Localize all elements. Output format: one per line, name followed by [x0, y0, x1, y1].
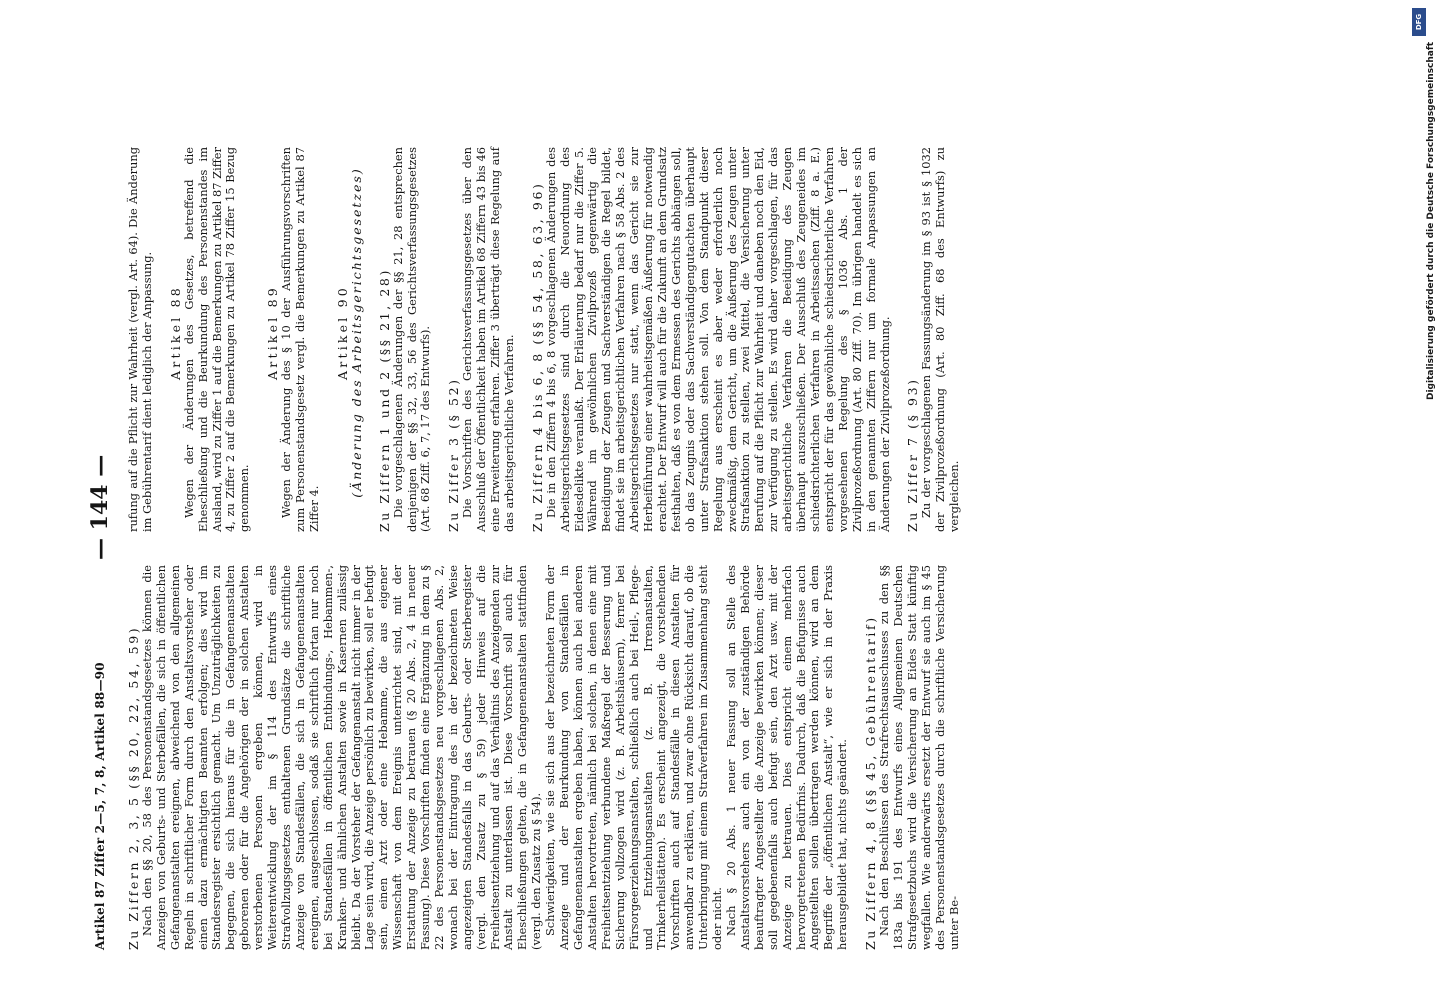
- section-heading: Zu Ziffern 4, 8 (§§ 45, Gebührentarif): [863, 615, 879, 950]
- running-head-title: Artikel 87 Ziffer 2—5, 7, 8, Artikel 88—90: [93, 662, 107, 950]
- article-heading: Artikel 90: [334, 285, 350, 380]
- running-head: [87, 30, 117, 950]
- paragraph: Die in den Ziffern 4 bis 6, 8 vorgeschlagenen Änderungen des Arbeitsgerichtsgesetzes sind durch die Neuordnung des Eidesdelikte veranlaßt. Der Erläuterung bedarf nur die Ziffer 5. Während im gewöhnlichen Zivilprozeß gegenwärtig die Beeidigung der Zeugen und Sachverständigen die Regel bildet, findet sie im arbeitsgerichtlichen Verfahren nach § 58 Abs. 2 des Arbeitsgerichtsgesetzes nur statt, wenn das Gericht sie zur Herbeiführung einer wahrheitsgemäßen Äußerung für notwendig erachtet. Der Entwurf will auch für die Zukunft an dem Grundsatz festhalten, daß es von dem Ermessen des Gerichts abhängen soll, ob das Zeugnis oder das Sachverständigengutachten überhaupt unter Strafsanktion stehen soll. Von dem Standpunkt dieser Regelung aus erscheint es aber weder erforderlich noch zweckmäßig, dem Gericht, um die Äußerung des Zeugen unter Strafsanktion zu stellen, zwei Mittel, die Versicherung unter Berufung auf die Pflicht zur Wahrheit und daneben noch den Eid, zur Verfügung zu stellen. Es wird daher vorgeschlagen, für das arbeitsgerichtliche Verfahren die Beeidigung des Zeugen überhaupt auszuschließen. Der Ausschluß des Zeugeneides im schiedsrichterlichen Verfahren in Arbeitssachen (Ziff. 8 a. E.) entspricht der für das gewöhnliche schiedsrichterliche Verfahren vorgesehenen Regelung des § 1036 Abs. 1 der Zivilprozeßordnung (Art. 80 Ziff. 70). Im übrigen handelt es sich in den genannten Ziffern nur um formale Anpassungen an Änderungen der Zivilprozeßordnung.: [543, 147, 892, 532]
- section-heading: Zu Ziffern 1 und 2 (§§ 21, 28): [376, 268, 392, 532]
- rotated-page-content: [85, 30, 1315, 950]
- paragraph: Nach den §§ 20, 58 des Personenstandsgesetzes können die Anzeigen von Geburts- und Sterbefällen, die sich in öffentlichen Gefangenanstalten ereignen, abweichend von den allgemeinen Regeln in schriftlicher Form durch den Anstaltsvorsteher oder einen dazu ermächtigten Beamten erfolgen; dies wird im Standesregister ersichtlich gemacht. Um Unzuträglichkeiten zu begegnen, die sich hieraus für die in Gefangenenanstalten geborenen oder für die Angehörigen der in solchen Anstalten verstorbenen Personen ergeben können, wird in Weiterentwicklung der im § 114 des Entwurfs eines Strafvollzugsgesetzes enthaltenen Grundsätze die schriftliche Anzeige von Standesfällen, die sich in Gefangenenanstalten ereignen, ausgeschlossen, sodaß sie schriftlich fortan nur noch bei Standesfällen in öffentlichen Entbindungs-, Hebammen-, Kranken- und ähnlichen Anstalten sowie in Kasernen zulässig bleibt. Da der Vorsteher der Gefangenanstalt nicht immer in der Lage sein wird, die Anzeige persönlich zu bewirken, soll er befugt sein, einen Arzt oder eine Hebamme, die aus eigener Wissenschaft von dem Ereignis unterrichtet sind, mit der Erstattung der Anzeige zu betrauen (§ 20 Abs. 2, 4 in neuer Fassung). Diese Vorschriften finden eine Ergänzung in dem zu § 22 des Personenstandsgesetzes neu vorgeschlagenen Abs. 2, wonach bei der Eintragung des in der bezeichneten Weise angezeigten Standesfalls in das Geburts- oder Sterberegister (vergl. den Zusatz zu § 59) jeder Hinweis auf die Freiheitsentziehung und auf das Verhältnis des Anzeigenden zur Anstalt zu unterlassen ist. Diese Vorschrift soll auch für Eheschließungen gelten, die in Gefangenenanstalten stattfinden (vergl. den Zusatz zu § 54).: [139, 565, 544, 950]
- paragraph: Schwierigkeiten, wie sie sich aus der bezeichneten Form der Anzeige und der Beurkundung von Standesfällen in Gefangenenanstalten ergeben haben, können auch bei anderen Anstalten hervortreten, nämlich bei solchen, in denen eine mit Freiheitsentziehung verbundene Maßregel der Besserung und Sicherung vollzogen wird (z. B. Arbeitshäusern), ferner bei Fürsorgeerziehungsanstalten, schließlich auch bei Heil-, Pflege- und Entziehungsanstalten (z. B. Irrenanstalten, Trinkerheilstätten). Es erscheint angezeigt, die vorstehenden Vorschriften auch auf Standesfälle in diesen Anstalten für anwendbar zu erklären, und zwar ohne Rücksicht darauf, ob die Unterbringung mit einem Strafverfahren im Zusammenhang steht oder nicht.: [543, 565, 725, 950]
- article-heading: Artikel 88: [167, 285, 183, 380]
- paragraph: Wegen der Änderungen des Gesetzes, betreffend die Eheschließung und die Beurkundung des Personenstandes im Ausland, wird zu Ziffer 1 auf die Bemerkungen zu Artikel 87 Ziffer 4, zu Ziffer 2 auf die Bemerkungen zu Artikel 78 Ziffer 15 Bezug genommen.: [181, 147, 252, 532]
- paragraph: Nach den Beschlüssen des Strafrechtsausschusses zu den §§ 183a bis 191 des Entwurfs eines Allgemeinen Deutschen Strafgesetzbuchs wird die Versicherung an Eides Statt künftig wegfallen. Wie anderwärts ersetzt der Entwurf sie auch im § 45 des Personenstandsgesetzes durch die schriftliche Versicherung unter Be-: [877, 565, 961, 950]
- paragraph: rufung auf die Pflicht zur Wahrheit (vergl. Art. 64). Die Änderung im Gebührentarif dient lediglich der Anpassung.: [126, 147, 154, 532]
- paragraph: Wegen der Änderung des § 10 der Ausführungsvorschriften zum Personenstandsgesetz vergl. die Bemerkungen zu Artikel 87 Ziffer 4.: [279, 147, 321, 532]
- section-heading: Zu Ziffer 3 (§ 52): [446, 377, 462, 532]
- article-heading: Artikel 89: [265, 285, 281, 380]
- article-subheading: (Änderung des Arbeitsgerichtsgesetzes): [348, 167, 364, 498]
- paragraph: Die Vorschriften des Gerichtsverfassungsgesetzes über den Ausschluß der Öffentlichkeit haben im Artikel 68 Ziffern 43 bis 46 eine Erweiterung erfahren. Ziffer 3 überträgt diese Regelung auf das arbeitsgerichtliche Verfahren.: [460, 147, 516, 532]
- paragraph: Zu der vorgeschlagenen Fassungsänderung im § 93 ist § 1032 der Zivilprozeßordnung (Art. 80 Ziff. 68 des Entwurfs) zu vergleichen.: [919, 147, 962, 532]
- paragraph: Die vorgeschlagenen Änderungen der §§ 21, 28 entsprechen denjenigen der §§ 32, 33, 56 des Gerichtsverfassungsgesetzes (Art. 68 Ziff. 6, 7, 17 des Entwurfs).: [390, 147, 433, 532]
- section-heading: Zu Ziffern 4 bis 6, 8 (§§ 54, 58, 63, 96): [529, 181, 545, 532]
- right-column: [127, 147, 1297, 532]
- digitization-note: [1412, 8, 1436, 408]
- paragraph: Nach § 20 Abs. 1 neuer Fassung soll an Stelle des Anstaltsvorstehers auch ein von der zuständigen Behörde beauftragter Angestellter die Anzeige bewirken können; dieser soll gegebenenfalls auch befugt sein, den Arzt usw. mit der Anzeige zu betrauen. Dies entspricht einem mehrfach hervorgetretenen Bedürfnis. Dadurch, daß die Befugnisse auch Angestellten sollen übertragen werden können, wird an dem Begriffe der „öffentlichen Anstalt“, wie er sich in der Praxis herausgebildet hat, nichts geändert.: [723, 565, 850, 950]
- section-heading: Zu Ziffern 2, 3, 5 (§§ 20, 22, 54, 59): [126, 625, 141, 950]
- left-column: [127, 565, 1297, 950]
- section-heading: Zu Ziffer 7 (§ 93): [905, 377, 921, 532]
- dfg-logo-text: DFG: [1415, 13, 1423, 31]
- page-number: — 144 —: [87, 454, 113, 560]
- digitization-margin: [1412, 8, 1436, 1000]
- digitization-note-text: Digitalisierung gefördert durch die Deutsche Forschungsgemeinschaft: [1426, 41, 1436, 400]
